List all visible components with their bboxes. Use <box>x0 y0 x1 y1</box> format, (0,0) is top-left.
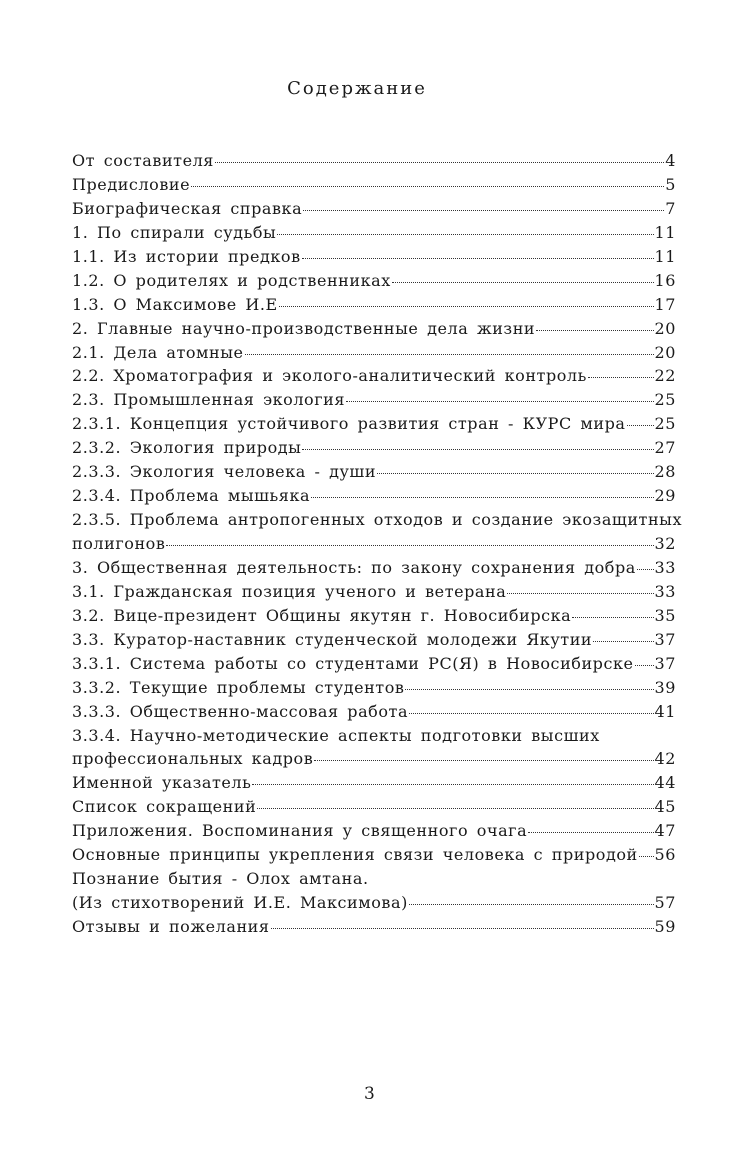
toc-entry <box>72 271 676 295</box>
toc-entry-page: 17 <box>654 294 676 314</box>
toc-entry-page: 22 <box>654 366 676 386</box>
toc-entry-page: 32 <box>654 534 676 553</box>
toc-entry-title: Приложения. Воспоминания у священного очага <box>72 821 528 841</box>
toc-entry-page: 27 <box>654 438 676 458</box>
toc-entry-page: 39 <box>654 677 676 697</box>
dot-leader <box>392 282 654 283</box>
toc-entry <box>72 654 676 678</box>
toc-entry <box>72 223 676 247</box>
toc-entry-page: 33 <box>654 557 676 577</box>
toc-entry-title: 2.3.3. Экология человека - души <box>72 462 377 482</box>
table-of-contents <box>72 151 683 941</box>
toc-entry <box>72 726 676 750</box>
toc-entry-title: 2. Главные научно-производственные дела жизни <box>72 318 536 338</box>
toc-entry-title: 2.3.1. Концепция устойчивого развития стран - КУРС мира <box>72 414 626 434</box>
dot-leader <box>279 306 654 307</box>
toc-entry-title: 1.1. Из истории предков <box>72 246 301 266</box>
toc-entry-title: 1.3. О Максимове И.Е <box>72 294 278 314</box>
toc-entry <box>72 702 676 726</box>
toc-entry <box>72 845 676 869</box>
toc-entry <box>72 295 676 319</box>
dot-leader <box>166 545 653 546</box>
dot-leader <box>507 593 653 594</box>
toc-entry <box>72 486 676 510</box>
dot-leader <box>409 904 654 905</box>
toc-entry-page: 25 <box>654 390 676 410</box>
toc-entry <box>72 247 676 271</box>
dot-leader <box>302 449 653 450</box>
toc-entry-page: 4 <box>665 151 676 170</box>
toc-entry-title: 3. Общественная деятельность: по закону сохранения добра <box>72 557 636 577</box>
dot-leader <box>257 808 653 809</box>
dot-leader <box>635 665 654 666</box>
toc-entry-page: 20 <box>654 318 676 338</box>
toc-entry-page: 29 <box>654 486 676 506</box>
toc-entry-title: 3.3. Куратор-наставник студенческой молодежи Якутии <box>72 629 593 649</box>
toc-entry-page: 57 <box>654 893 676 913</box>
toc-entry-page: 5 <box>665 174 676 194</box>
toc-entry <box>72 510 683 534</box>
toc-entry <box>72 151 676 175</box>
toc-entry-page: 35 <box>654 605 676 625</box>
toc-entry-page: 7 <box>665 198 676 218</box>
toc-entry <box>72 869 676 893</box>
toc-entry-title: Отзывы и пожелания <box>72 917 270 936</box>
toc-entry <box>72 438 676 462</box>
toc-entry-title: 2.3.4. Проблема мышьяка <box>72 486 311 506</box>
dot-leader <box>536 330 653 331</box>
toc-entry-title: 2.1. Дела атомные <box>72 342 244 362</box>
toc-entry <box>72 582 676 606</box>
dot-leader <box>191 186 664 187</box>
toc-entry <box>72 797 676 821</box>
dot-leader <box>314 760 653 761</box>
toc-entry-page: 45 <box>654 797 676 817</box>
toc-entry-page: 37 <box>654 629 676 649</box>
toc-entry-page: 25 <box>654 414 676 434</box>
toc-entry <box>72 821 676 845</box>
toc-entry <box>72 534 676 558</box>
toc-entry-page: 37 <box>654 653 676 673</box>
toc-entry <box>72 773 676 797</box>
toc-entry-title: 2.3. Промышленная экология <box>72 390 346 410</box>
toc-entry-title: Список сокращений <box>72 797 257 817</box>
toc-entry-page: 11 <box>654 222 676 242</box>
toc-entry <box>72 917 676 941</box>
dot-leader <box>593 641 653 642</box>
toc-entry-title: Основные принципы укрепления связи человека с природой <box>72 845 638 865</box>
toc-entry-title: Биографическая справка <box>72 198 303 218</box>
dot-leader <box>405 689 653 690</box>
dot-leader <box>303 210 664 211</box>
toc-entry-page: 16 <box>654 270 676 290</box>
toc-entry-page: 20 <box>654 342 676 362</box>
toc-entry-title: 3.2. Вице-президент Общины якутян г. Новосибирска <box>72 605 572 625</box>
toc-entry-page: 41 <box>654 701 676 721</box>
toc-entry-title: От составителя <box>72 151 214 170</box>
dot-leader <box>639 856 654 857</box>
toc-entry-page: 33 <box>654 581 676 601</box>
toc-entry <box>72 558 676 582</box>
toc-entry <box>72 199 676 223</box>
toc-entry-title: Познание бытия - Олох амтана. <box>72 869 369 889</box>
toc-entry-title: 2.3.5. Проблема антропогенных отходов и создание экозащитных <box>72 510 683 530</box>
toc-entry-title: 3.1. Гражданская позиция ученого и ветерана <box>72 581 507 601</box>
toc-entry-title: (Из стихотворений И.Е. Максимова) <box>72 893 408 913</box>
dot-leader <box>637 569 654 570</box>
dot-leader <box>252 784 653 785</box>
dot-leader <box>277 234 653 235</box>
toc-entry-page: 28 <box>654 462 676 482</box>
toc-entry <box>72 749 676 773</box>
toc-entry <box>72 678 676 702</box>
toc-entry-page: 56 <box>654 845 676 865</box>
toc-entry-page: 42 <box>654 749 676 769</box>
toc-entry-title: 3.3.1. Система работы со студентами РС(Я) в Новосибирске <box>72 653 634 673</box>
toc-entry-title: полигонов <box>72 534 166 553</box>
toc-entry-page: 59 <box>654 917 676 936</box>
toc-entry-title: 3.3.4. Научно-методические аспекты подготовки высших <box>72 725 600 745</box>
toc-entry-title: 3.3.3. Общественно-массовая работа <box>72 701 409 721</box>
page-title: Содержание <box>287 78 427 99</box>
toc-entry-title: 1. По спирали судьбы <box>72 222 277 242</box>
dot-leader <box>245 354 654 355</box>
dot-leader <box>572 617 653 618</box>
dot-leader <box>271 928 654 929</box>
dot-leader <box>377 473 653 474</box>
toc-entry <box>72 462 676 486</box>
dot-leader <box>409 713 653 714</box>
toc-entry <box>72 893 676 917</box>
toc-entry-page: 11 <box>654 246 676 266</box>
dot-leader <box>627 425 654 426</box>
dot-leader <box>528 832 653 833</box>
toc-entry <box>72 319 676 343</box>
toc-entry <box>72 414 676 438</box>
toc-entry-page: 44 <box>654 773 676 793</box>
dot-leader <box>311 497 653 498</box>
toc-entry <box>72 390 676 414</box>
toc-entry <box>72 606 676 630</box>
dot-leader <box>588 377 654 378</box>
dot-leader <box>302 258 654 259</box>
toc-entry <box>72 175 676 199</box>
toc-entry-title: 3.3.2. Текущие проблемы студентов <box>72 677 405 697</box>
toc-entry-title: Именной указатель <box>72 773 252 793</box>
toc-entry-title: 2.2. Хроматография и эколого-аналитический контроль <box>72 366 587 386</box>
toc-entry <box>72 366 676 390</box>
toc-entry-title: Предисловие <box>72 174 191 194</box>
toc-entry-title: профессиональных кадров <box>72 749 314 769</box>
toc-entry <box>72 343 676 367</box>
dot-leader <box>215 162 664 163</box>
toc-entry-title: 1.2. О родителях и родственниках <box>72 270 391 290</box>
toc-entry-page: 47 <box>654 821 676 841</box>
dot-leader <box>346 401 654 402</box>
toc-entry-title: 2.3.2. Экология природы <box>72 438 302 458</box>
page-number: 3 <box>364 1084 375 1104</box>
toc-entry <box>72 630 676 654</box>
